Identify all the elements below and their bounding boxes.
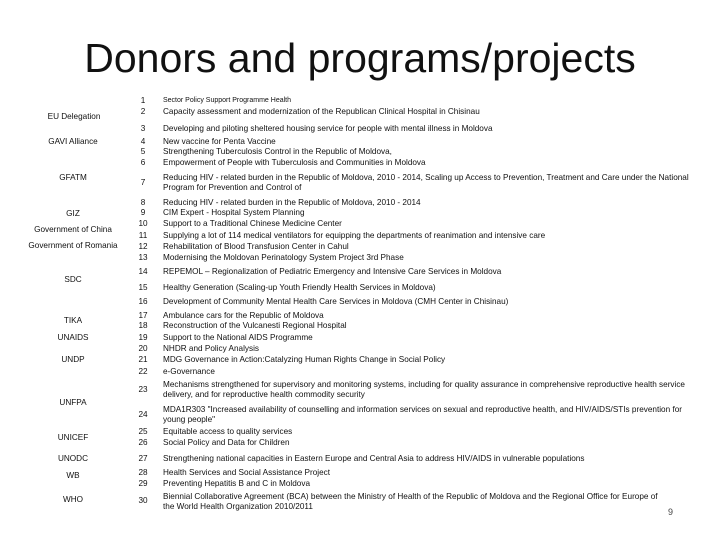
project-text: Biennial Collaborative Agreement (BCA) between the Ministry of Health of the Republic of Moldova and the Regional Office for Europe of the World Health Organization 2010/2011 xyxy=(163,492,658,511)
project-number: 30 xyxy=(138,496,148,505)
donor-label: SDC xyxy=(64,275,82,284)
project-number: 24 xyxy=(138,410,148,419)
donor-label: Government of Romania xyxy=(28,241,118,250)
project-text: Health Services and Social Assistance Project xyxy=(163,468,331,477)
donor-label: UNODC xyxy=(57,454,89,463)
donor-label: UNFPA xyxy=(59,398,87,407)
project-number: 7 xyxy=(140,178,146,187)
donor-label: EU Delegation xyxy=(47,112,101,121)
project-text: Preventing Hepatitis B and C in Moldova xyxy=(163,479,310,488)
project-text: Mechanisms strengthened for supervisory and monitoring systems, including for quality assurance in comprehensive reproductive health service delivery, and for reproductive health commodity security xyxy=(163,380,685,399)
project-text: Strengthening national capacities in Eastern Europe and Central Asia to address HIV/AIDS in vulnerable populations xyxy=(163,454,585,463)
project-text: Reconstruction of the Vulcanesti Regional Hospital xyxy=(163,321,347,330)
project-text: MDA1R303 "Increased availability of counselling and information services on sexual and reproductive health, and HIV/AIDS/STIs prevention for young people" xyxy=(163,405,682,424)
project-number: 13 xyxy=(138,253,148,262)
project-number: 29 xyxy=(138,479,148,488)
project-text: Healthy Generation (Scaling-up Youth Friendly Health Services in Moldova) xyxy=(163,283,436,292)
project-number: 2 xyxy=(140,107,146,116)
project-number: 15 xyxy=(138,283,148,292)
donor-label: GAVI Alliance xyxy=(48,137,98,146)
project-text: Reducing HIV - related burden in the Republic of Moldova, 2010 - 2014 xyxy=(163,198,421,207)
donor-label: UNICEF xyxy=(57,433,89,442)
project-text: Capacity assessment and modernization of the Republican Clinical Hospital in Chisinau xyxy=(163,107,480,116)
donor-label: TIKA xyxy=(63,316,83,325)
project-number: 20 xyxy=(138,344,148,353)
project-text: Social Policy and Data for Children xyxy=(163,438,290,447)
project-text: Supplying a lot of 114 medical ventilators for equipping the departments of reanimation and intensive care xyxy=(163,231,546,240)
project-number: 17 xyxy=(138,311,148,320)
project-text: Support to a Traditional Chinese Medicine Center xyxy=(163,219,342,228)
project-number: 21 xyxy=(138,355,148,364)
project-number: 18 xyxy=(138,321,148,330)
project-text: Empowerment of People with Tuberculosis and Communities in Moldova xyxy=(163,158,426,167)
project-text: Ambulance cars for the Republic of Moldova xyxy=(163,311,324,320)
project-number: 3 xyxy=(140,124,146,133)
project-number: 23 xyxy=(138,385,148,394)
project-text: NHDR and Policy Analysis xyxy=(163,344,260,353)
page-number: 9 xyxy=(668,507,674,517)
project-text: Modernising the Moldovan Perinatology System Project 3rd Phase xyxy=(163,253,404,262)
project-number: 8 xyxy=(140,198,146,207)
project-number: 9 xyxy=(140,208,146,217)
donor-label: UNDP xyxy=(61,355,85,364)
project-text: Reducing HIV - related burden in the Republic of Moldova, 2010 - 2014, Scaling up Access to Prevention, Treatment and Care under the National Program for Prevention and Control of xyxy=(163,173,689,192)
project-text: CIM Expert - Hospital System Planning xyxy=(163,208,305,217)
project-number: 28 xyxy=(138,468,148,477)
project-number: 22 xyxy=(138,367,148,376)
project-text: e-Governance xyxy=(163,367,215,376)
page-title: Donors and programs/projects xyxy=(84,35,636,81)
project-text: MDG Governance in Action:Catalyzing Human Rights Change in Social Policy xyxy=(163,355,446,364)
project-number: 14 xyxy=(138,267,148,276)
project-number: 27 xyxy=(138,454,148,463)
donor-label: GIZ xyxy=(66,209,80,218)
project-text: Support to the National AIDS Programme xyxy=(163,333,313,342)
project-text: Development of Community Mental Health Care Services in Moldova (CMH Center in Chisinau) xyxy=(163,297,509,306)
donor-label: UNAIDS xyxy=(57,333,89,342)
project-number: 16 xyxy=(138,297,148,306)
project-number: 12 xyxy=(138,242,148,251)
project-text: Strengthening Tuberculosis Control in the Republic of Moldova, xyxy=(163,147,392,156)
donor-label: Government of China xyxy=(34,225,112,234)
project-number: 6 xyxy=(140,158,146,167)
project-number: 26 xyxy=(138,438,148,447)
project-text: New vaccine for Penta Vaccine xyxy=(163,137,276,146)
project-number: 4 xyxy=(140,137,146,146)
project-number: 25 xyxy=(138,427,148,436)
project-text: Developing and piloting sheltered housing service for people with mental illness in Moldova xyxy=(163,124,493,133)
donor-label: WB xyxy=(66,471,80,480)
project-number: 1 xyxy=(140,96,146,105)
project-text: Rehabilitation of Blood Transfusion Center in Cahul xyxy=(163,242,349,251)
project-number: 11 xyxy=(138,231,148,240)
project-number: 19 xyxy=(138,333,148,342)
project-text: Equitable access to quality services xyxy=(163,427,293,436)
project-number: 10 xyxy=(138,219,148,228)
donor-label: GFATM xyxy=(59,173,87,182)
donor-label: WHO xyxy=(62,495,84,504)
project-text: Sector Policy Support Programme Health xyxy=(163,97,291,104)
project-text: REPEMOL – Regionalization of Pediatric Emergency and Intensive Care Services in Moldova xyxy=(163,267,502,276)
project-number: 5 xyxy=(140,147,146,156)
